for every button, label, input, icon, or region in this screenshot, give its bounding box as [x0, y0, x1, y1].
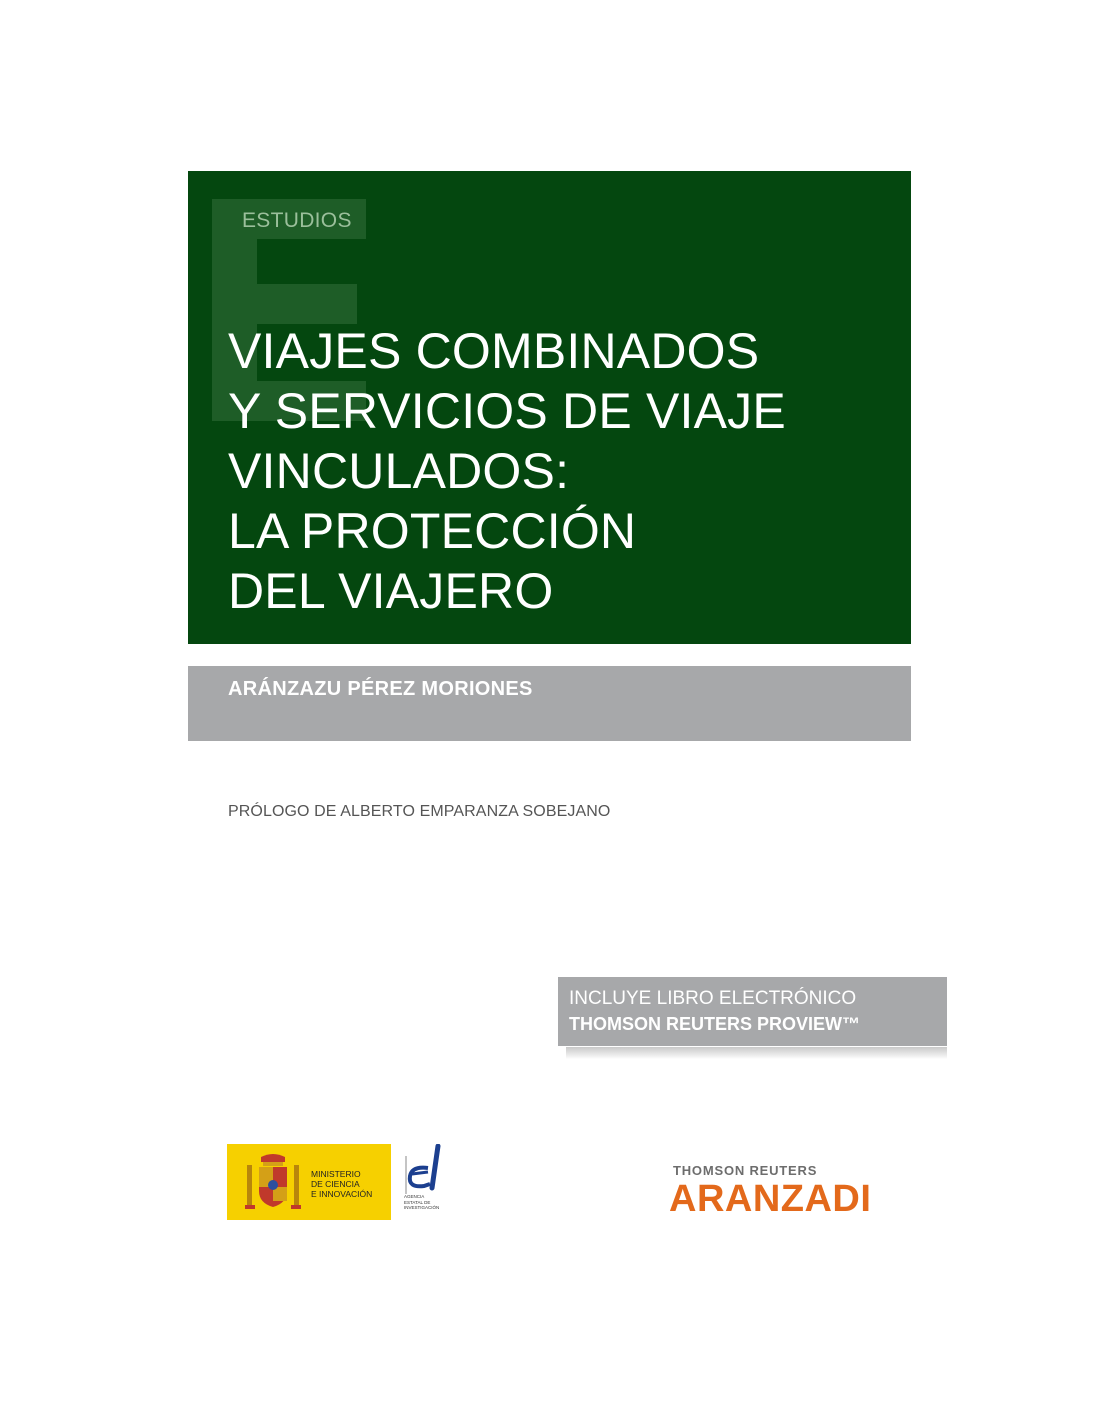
agency-name-line: ESTATAL DE [404, 1199, 431, 1205]
agency-name-line: AGENCIA [404, 1194, 425, 1199]
book-title-line: VIAJES COMBINADOS [228, 323, 760, 379]
spanish-coat-of-arms-icon [241, 1151, 305, 1213]
ebook-badge [558, 977, 947, 1046]
author-name: ARÁNZAZU PÉREZ MORIONES [228, 678, 533, 700]
series-label: ESTUDIOS [242, 209, 352, 232]
ministry-name [311, 1169, 372, 1199]
prologue-credit: PRÓLOGO DE ALBERTO EMPARANZA SOBEJANO [228, 803, 611, 820]
ebook-badge-line2: THOMSON REUTERS PROVIEW™ [569, 1014, 861, 1034]
book-title-line: LA PROTECCIÓN [228, 503, 637, 559]
author-band [188, 666, 911, 741]
book-title-line: Y SERVICIOS DE VIAJE [228, 383, 786, 439]
ministry-name-line: MINISTERIO [311, 1169, 361, 1179]
cover-title-panel [188, 171, 911, 644]
agency-name [404, 1194, 439, 1211]
ebook-badge-shadow [566, 1047, 947, 1059]
book-title-line: VINCULADOS: [228, 443, 570, 499]
ministry-logo [227, 1144, 391, 1220]
book-title-line: DEL VIAJERO [228, 563, 554, 619]
ebook-badge-line1: INCLUYE LIBRO ELECTRÓNICO [569, 988, 857, 1009]
agency-logo [402, 1144, 460, 1220]
publisher-logo: ARANZADI [669, 1178, 872, 1220]
ministry-name-line: DE CIENCIA [311, 1179, 360, 1189]
agency-name-line: INVESTIGACIÓN [404, 1205, 440, 1210]
aei-logo-icon [402, 1144, 460, 1194]
publisher-parent-name: THOMSON REUTERS [673, 1163, 818, 1178]
ministry-name-line: E INNOVACIÓN [311, 1189, 373, 1199]
book-title [228, 321, 786, 621]
